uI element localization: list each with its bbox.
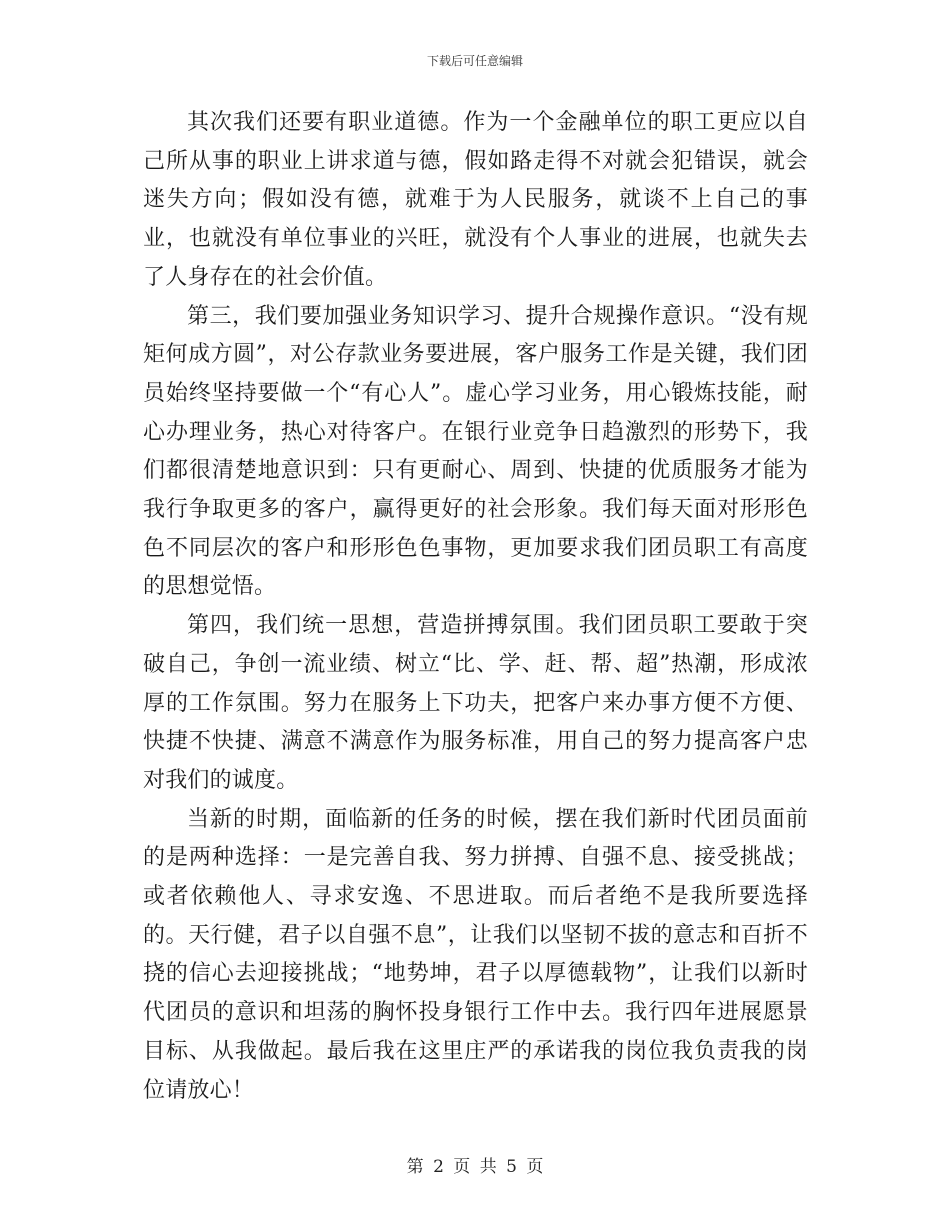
paragraph-ethics: 其次我们还要有职业道德。作为一个金融单位的职工更应以自己所从事的职业上讲求道与德，假如路走得不对就会犯错误，就会迷失方向；假如没有德，就难于为人民服务，就谈不上自己的事业，也就没有单位事业的兴旺，就没有个人事业的进展，也就失去了人身存在的社会价值。 [143, 110, 808, 290]
paragraph-fourth: 第四，我们统一思想，营造拼搏氛围。我们团员职工要敢于突破自己，争创一流业绩、树立“比、学、赶、帮、超”热潮，形成浓厚的工作氛围。努力在服务上下功夫，把客户来办事方便不方便、快捷不快捷、满意不满意作为服务标准，用自己的努力提高客户忠对我们的诚度。 [143, 613, 808, 793]
page-footer: 第 2 页 共 5 页 [406, 1157, 544, 1177]
page-header: 下载后可任意编辑 [426, 54, 523, 68]
document-body [143, 104, 808, 1110]
paragraph-conclusion: 当新的时期，面临新的任务的时候，摆在我们新时代团员面前的是两种选择：一是完善自我、努力拼搏、自强不息、接受挑战；或者依赖他人、寻求安逸、不思进取。而后者绝不是我所要选择的。天行健，君子以自强不息”，让我们以坚韧不拔的意志和百折不挠的信心去迎接挑战；“地势坤，君子以厚德载物”，让我们以新时代团员的意识和坦荡的胸怀投身银行工作中去。我行四年进展愿景目标、从我做起。最后我在这里庄严的承诺我的岗位我负责我的岗位请放心！ [143, 806, 808, 1103]
paragraph-third: 第三，我们要加强业务知识学习、提升合规操作意识。“没有规矩何成方圆”，对公存款业务要进展，客户服务工作是关键，我们团员始终坚持要做一个“有心人”。虚心学习业务，用心锻炼技能，耐心办理业务，热心对待客户。在银行业竞争日趋激烈的形势下，我们都很清楚地意识到：只有更耐心、周到、快捷的优质服务才能为我行争取更多的客户，赢得更好的社会形象。我们每天面对形形色色不同层次的客户和形形色色事物，更加要求我们团员职工有高度的思想觉悟。 [143, 303, 808, 600]
